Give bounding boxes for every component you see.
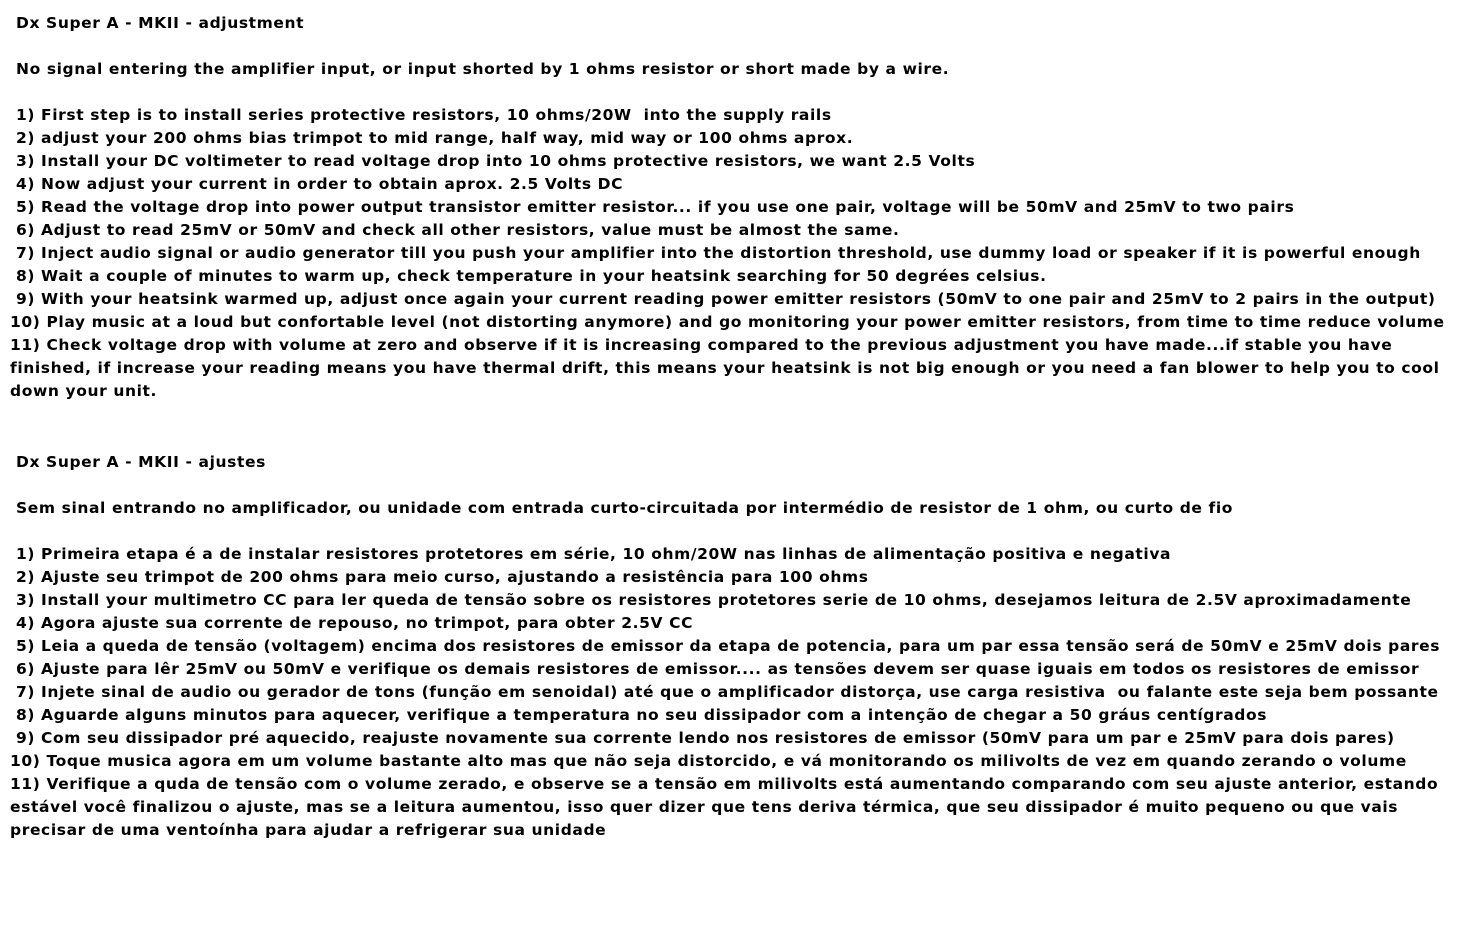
portuguese-step: 8) Aguarde alguns minutos para aquecer, verifique a temperatura no seu dissipador com a intenção de chegar a 50 gráus centígrados (10, 706, 1268, 724)
english-step: 2) adjust your 200 ohms bias trimpot to mid range, half way, mid way or 100 ohms aprox. (10, 129, 854, 147)
english-step: 3) Install your DC voltimeter to read voltage drop into 10 ohms protective resistors, we want 2.5 Volts (10, 152, 976, 170)
english-step-continuation: down your unit. (10, 382, 158, 400)
portuguese-step: 5) Leia a queda de tensão (voltagem) encima dos resistores de emissor da etapa de potencia, para um par essa tensão será de 50mV e 25mV dois pares (10, 637, 1441, 655)
portuguese-step: 9) Com seu dissipador pré aquecido, reajuste novamente sua corrente lendo nos resistores de emissor (50mV para um par e 25mV para dois pares) (10, 729, 1395, 747)
portuguese-step-continuation: precisar de uma ventoínha para ajudar a refrigerar sua unidade (10, 821, 607, 839)
english-step: 10) Play music at a loud but confortable level (not distorting anymore) and go monitoring your power emitter resistors, from time to time reduce volume (10, 313, 1445, 331)
portuguese-step: 3) Install your multimetro CC para ler queda de tensão sobre os resistores protetores serie de 10 ohms, desejamos leitura de 2.5V aproximadamente (10, 591, 1412, 609)
portuguese-step: 10) Toque musica agora em um volume bastante alto mas que não seja distorcido, e vá monitorando os milivolts de vez em quando zerando o volume (10, 752, 1407, 770)
portuguese-step: 1) Primeira etapa é a de instalar resistores protetores em série, 10 ohm/20W nas linhas de alimentação positiva e negativa (10, 545, 1172, 563)
english-title: Dx Super A - MKII - adjustment (16, 14, 305, 32)
english-step: 4) Now adjust your current in order to obtain aprox. 2.5 Volts DC (10, 175, 624, 193)
english-step: 5) Read the voltage drop into power output transistor emitter resistor... if you use one pair, voltage will be 50mV and 25mV to two pairs (10, 198, 1295, 216)
english-step: 9) With your heatsink warmed up, adjust once again your current reading power emitter resistors (50mV to one pair and 25mV to 2 pairs in the output) (10, 290, 1436, 308)
portuguese-step: 2) Ajuste seu trimpot de 200 ohms para meio curso, ajustando a resistência para 100 ohms (10, 568, 869, 586)
english-step: 7) Inject audio signal or audio generator till you push your amplifier into the distortion threshold, use dummy load or speaker if it is powerful enough (10, 244, 1421, 262)
portuguese-step-continuation: estável você finalizou o ajuste, mas se a leitura aumentou, isso quer dizer que tens deriva térmica, que seu dissipador é muito pequeno ou que vais (10, 798, 1399, 816)
portuguese-intro: Sem sinal entrando no amplificador, ou unidade com entrada curto-circuitada por intermédio de resistor de 1 ohm, ou curto de fio (16, 499, 1234, 517)
english-step: 8) Wait a couple of minutes to warm up, check temperature in your heatsink searching for 50 degrées celsius. (10, 267, 1047, 285)
english-intro: No signal entering the amplifier input, or input shorted by 1 ohms resistor or short made by a wire. (16, 60, 950, 78)
portuguese-step: 7) Injete sinal de audio ou gerador de tons (função em senoidal) até que o amplificador distorça, use carga resistiva ou falante este seja bem possante (10, 683, 1439, 701)
english-step: 1) First step is to install series protective resistors, 10 ohms/20W into the supply rails (10, 106, 832, 124)
portuguese-step: 6) Ajuste para lêr 25mV ou 50mV e verifique os demais resistores de emissor.... as tensões devem ser quase iguais em todos os resistores de emissor (10, 660, 1420, 678)
english-step: 6) Adjust to read 25mV or 50mV and check all other resistors, value must be almost the same. (10, 221, 900, 239)
portuguese-step: 11) Verifique a quda de tensão com o volume zerado, e observe se a tensão em milivolts está aumentando comparando com seu ajuste anterior, estando (10, 775, 1439, 793)
portuguese-title: Dx Super A - MKII - ajustes (16, 453, 266, 471)
english-step-continuation: finished, if increase your reading means you have thermal drift, this means your heatsink is not big enough or you need a fan blower to help you to cool (10, 359, 1440, 377)
portuguese-step: 4) Agora ajuste sua corrente de repouso, no trimpot, para obter 2.5V CC (10, 614, 694, 632)
english-step: 11) Check voltage drop with volume at zero and observe if it is increasing compared to the previous adjustment you have made...if stable you have (10, 336, 1393, 354)
